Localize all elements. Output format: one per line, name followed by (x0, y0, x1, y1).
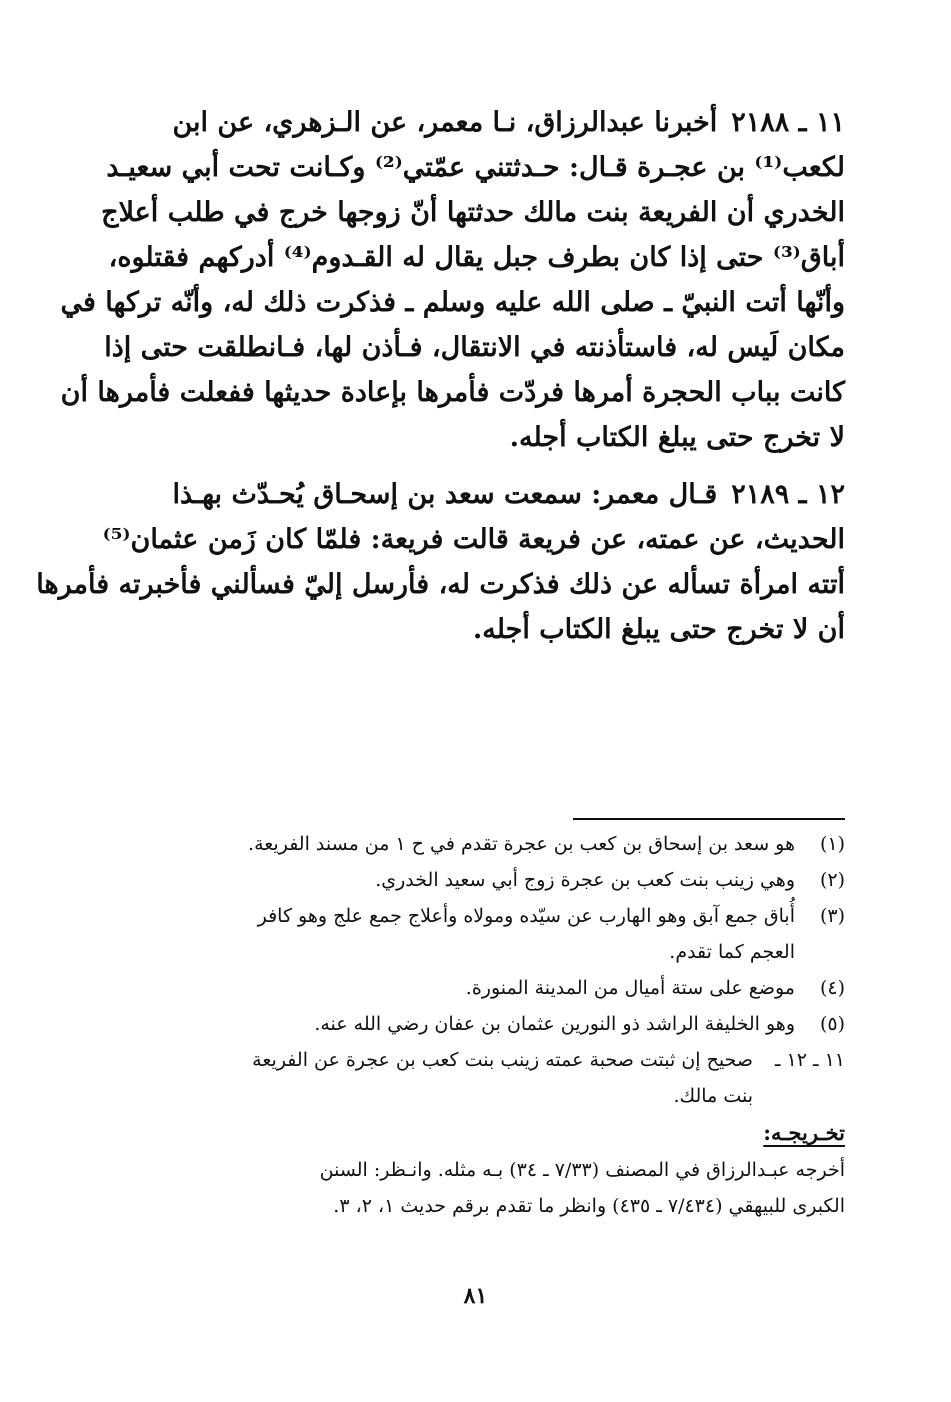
hadith-line: أباق⁽³⁾ حتى إذا كان بطرف جبل يقال له القـدوم⁽⁴⁾ أدركهم فقتلوه، (108, 242, 845, 273)
footnote-text: موضع على ستة أميال من المدينة المنورة. (465, 977, 795, 999)
hadith-line: أن لا تخرج حتى يبلغ الكتاب أجله. (472, 614, 845, 645)
hadith-line: ١٢ ـ ٢١٨٩قـال معمر: سمعت سعد بن إسحـاق يُحـدّث بهـذا (172, 479, 845, 510)
footnote-2 (145, 862, 845, 898)
hadith-line: الخدري أن الفريعة بنت مالك حدثتها أنّ زوجها خرج في طلب أعلاج (101, 197, 845, 228)
main-text (36, 100, 845, 664)
page-number: ٨١ (463, 1283, 488, 1309)
hadith-2189 (36, 472, 845, 652)
grading-number: ١١ ـ ١٢ ـ (774, 1049, 845, 1071)
grading-note (145, 1042, 845, 1114)
footnote-number: (١) (819, 833, 845, 855)
takhrij-heading: تخـريجـه: (763, 1120, 845, 1145)
hadith-2188 (60, 100, 845, 460)
footnote-number: (٥) (819, 1013, 845, 1035)
hadith-line: لكعب⁽¹⁾ بن عجـرة قـال: حـدثتني عمّتي⁽²⁾ وكـانت تحت أبي سعيـد (106, 152, 845, 183)
takhrij-line: الكبرى للبيهقي (٧/٤٣٤ ـ ٤٣٥) وانظر ما تقدم برقم حديث ١، ٢، ٣. (333, 1195, 845, 1217)
footnotes (145, 826, 845, 1224)
takhrij-body (145, 1152, 845, 1224)
hadith-line: وأنّها أتت النبيّ ـ صلى الله عليه وسلم ـ فذكرت ذلك له، وأنّه تركها في (60, 287, 845, 318)
footnote-5 (145, 1006, 845, 1042)
footnote-text: العجم كما تقدم. (669, 941, 795, 963)
grading-text: صحيح إن ثبتت صحبة عمته زينب بنت كعب بن عجرة عن الفريعة (252, 1049, 753, 1071)
footnote-4 (145, 970, 845, 1006)
grading-text: بنت مالك. (673, 1085, 753, 1107)
footnote-text: وهو الخليفة الراشد ذو النورين عثمان بن عفان رضي الله عنه. (314, 1013, 795, 1035)
footnote-1 (145, 826, 845, 862)
footnote-separator (573, 818, 845, 820)
footnote-number: (٢) (819, 869, 845, 891)
footnote-3 (145, 898, 845, 970)
hadith-line: لا تخرج حتى يبلغ الكتاب أجله. (509, 422, 845, 453)
hadith-line: كانت بباب الحجرة أمرها فردّت فأمرها بإعادة حديثها ففعلت فأمرها أن (60, 377, 845, 408)
footnote-number: (٤) (819, 977, 845, 999)
hadith-line: ١١ ـ ٢١٨٨أخبرنا عبدالرزاق، نـا معمر، عن الـزهري، عن ابن (172, 107, 845, 138)
footnote-text: هو سعد بن إسحاق بن كعب بن عجرة تقدم في ح ١ من مسند الفريعة. (248, 833, 795, 855)
hadith-number: ١١ ـ ٢١٨٨ (731, 107, 845, 138)
footnote-text: أُباق جمع آبق وهو الهارب عن سيّده ومولاه وأعلاج جمع علج وهو كافر (257, 905, 795, 927)
footnote-number: (٣) (819, 905, 845, 927)
hadith-line: أتته امرأة تسأله عن ذلك فذكرت له، فأرسل إليّ فسألني فأخبرته فأمرها (36, 569, 845, 600)
hadith-line: مكان لَيس له، فاستأذنته في الانتقال، فـأذن لها، فـانطلقت حتى إذا (104, 332, 845, 363)
hadith-line: الحديث، عن عمته، عن فريعة قالت فريعة: فلمّا كان زَمن عثمان⁽⁵⁾ (102, 524, 845, 555)
takhrij-line: أخرجه عبـدالرزاق في المصنف (٧/٣٣ ـ ٣٤) بـه مثله. وانـظر: السنن (319, 1159, 845, 1181)
footnote-text: وهي زينب بنت كعب بن عجرة زوج أبي سعيد الخدري. (375, 869, 795, 891)
hadith-number: ١٢ ـ ٢١٨٩ (731, 479, 845, 510)
